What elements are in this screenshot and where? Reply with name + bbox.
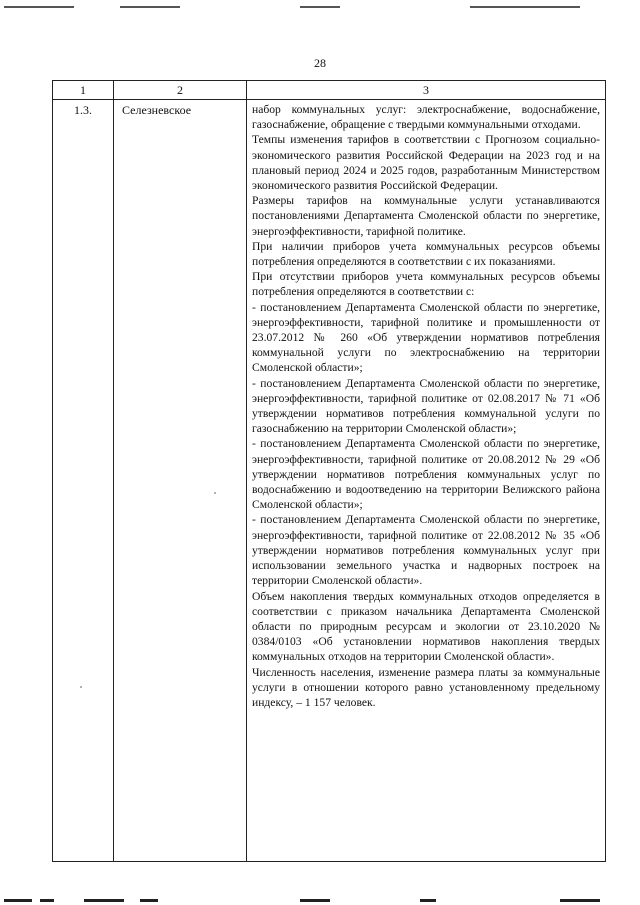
paragraph-meters-present: При наличии приборов учета коммунальных ресурсов объемы потребления определяются в соответствии с их показаниями. <box>252 239 600 269</box>
paragraph-meters-absent: При отсутствии приборов учета коммунальных ресурсов объемы потребления определяются в соответствии с: <box>252 270 600 299</box>
column-header-1: 1 <box>53 81 114 100</box>
paragraph-land-resolution: - постановлением Департамента Смоленской области по энергетике, энергоэффективности, тарифной политике от 22.08.2012 № 35 «Об утверждении нормативов потребления коммунальных услуг при использовании земельного участка и надворных построек на территории Смоленской области». <box>252 513 600 588</box>
paragraph-electricity-resolution: - постановлением Департамента Смоленской области по энергетике, энергоэффективности, тарифной политике и промышленности от 23.07.2012 № 260 «Об утверждении нормативов потребления коммунальной услуги по электроснабжению на территории Смоленской области»; <box>252 300 600 375</box>
paragraph-population: Численность населения, изменение размера платы за коммунальные услуги в отношении которого равно установленному предельному индексу, – 1 157 человек. <box>252 665 600 709</box>
scan-bottom-edge <box>0 895 640 905</box>
table-header-row <box>53 81 606 100</box>
paragraph-tariff-sizes: Размеры тарифов на коммунальные услуги устанавливаются постановлениями Департамента Смоленской области по энергетике, энергоэффективности, тарифной политике. <box>252 194 600 238</box>
paragraph-water-resolution: - постановлением Департамента Смоленской области по энергетике, энергоэффективности, тарифной политике от 20.08.2012 № 29 «Об утверждении нормативов потребления коммунальных услуг по водоснабжению и водоотведению на территории Велижского района Смоленской области»; <box>252 437 600 512</box>
page-number: 28 <box>314 56 326 70</box>
paragraph-tariff-rates: Темпы изменения тарифов в соответствии с Прогнозом социально-экономического развития Российской Федерации на 2023 год и на плановый период 2024 и 2025 годов, разработанным Министерством экономического развития Российской Федерации. <box>252 133 600 193</box>
scan-speck <box>214 492 216 494</box>
paragraph-services: набор коммунальных услуг: электроснабжение, водоснабжение, газоснабжение, обращение с твердыми коммунальными отходами. <box>252 103 600 132</box>
row-description <box>247 100 606 862</box>
paragraph-waste-order: Объем накопления твердых коммунальных отходов определяется в соответствии с приказом начальника Департамента Смоленской области по природным ресурсам и экологии от 23.10.2020 № 0384/0103 «Об установлении нормативов накопления твердых коммунальных отходов на территории Смоленской области». <box>252 589 600 664</box>
column-header-3: 3 <box>247 81 606 100</box>
settlement-name: Селезневское <box>114 100 247 862</box>
table-row <box>53 100 606 862</box>
settlement-table <box>52 80 606 862</box>
column-header-2: 2 <box>114 81 247 100</box>
scan-speck <box>80 686 82 688</box>
row-number: 1.3. <box>53 100 114 862</box>
paragraph-gas-resolution: - постановлением Департамента Смоленской области по энергетике, энергоэффективности, тарифной политике от 02.08.2017 № 71 «Об утверждении нормативов потребления коммунальной услуги по газоснабжению на территории Смоленской области»; <box>252 376 600 436</box>
scan-top-edge <box>0 0 640 14</box>
